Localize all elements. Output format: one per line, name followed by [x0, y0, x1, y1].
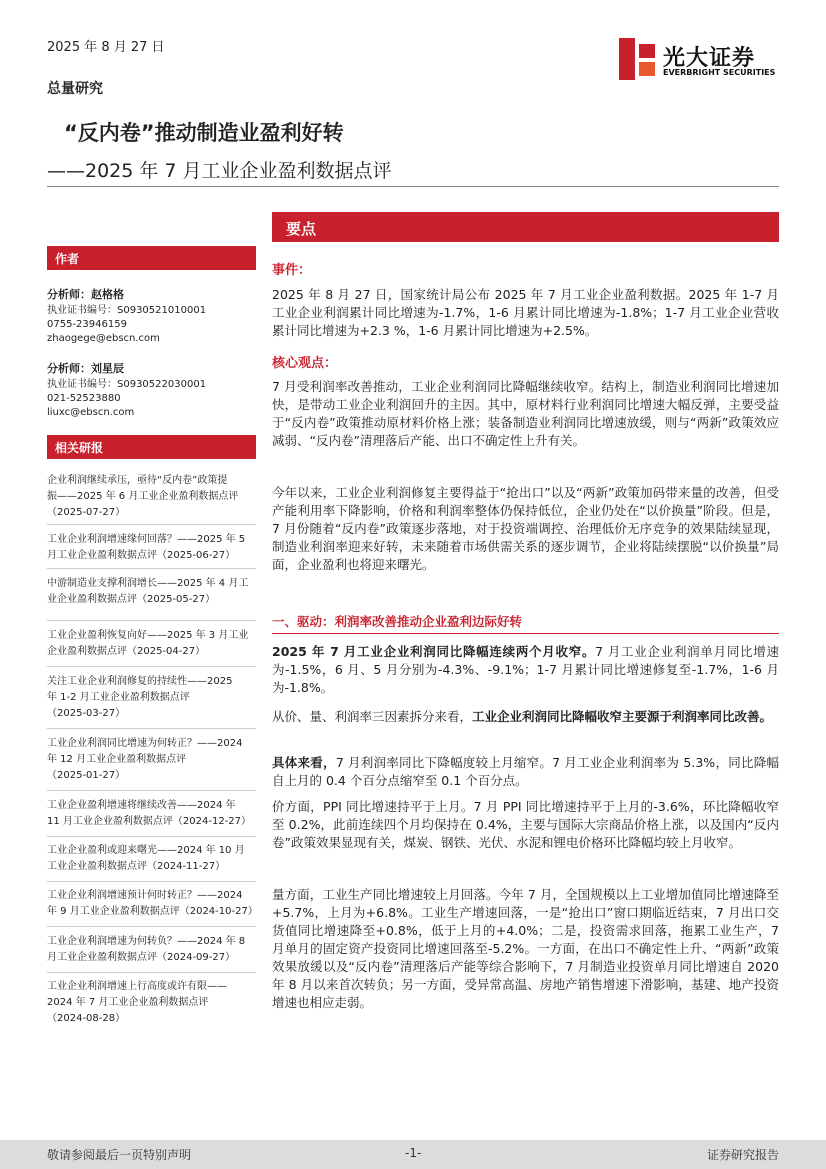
related-report-item[interactable]: 企业利润继续承压，亟待“反内卷”政策提 振——2025 年 6 月工业企业盈利数据点评 （2025-07-27） [47, 475, 239, 518]
section-1-paragraph-1: 2025 年 7 月工业企业利润同比降幅连续两个月收窄。7 月工业企业利润单月同比增速为-1.5%，6 月、5 月分别为-4.3%、-9.1%；1-7 月累计同比增速修复至-1.7%，1-6 月为-1.8%。 [272, 644, 779, 695]
analyst-name: 分析师：赵格格 [47, 288, 124, 301]
related-divider [47, 836, 256, 837]
related-report-item[interactable]: 工业企业利润增速缘何回落？——2025 年 5 月工业企业盈利数据点评（2025-06-27） [47, 534, 246, 561]
analyst-cert: 执业证书编号：S0930521010001 [47, 305, 207, 316]
report-category: 总量研究 [47, 81, 103, 97]
report-subtitle: ——2025 年 7 月工业企业盈利数据点评 [47, 160, 392, 182]
analyst-block [47, 288, 256, 346]
related-header [47, 435, 256, 459]
header-divider [47, 186, 779, 187]
everbright-logo-icon [617, 38, 657, 80]
related-report-item[interactable]: 工业企业利润增速为何转负？——2024 年 8 月工业企业盈利数据点评（2024-09-27） [47, 936, 246, 963]
author-title: 作者 [55, 252, 80, 266]
related-report-item[interactable]: 工业企业利润同比增速为何转正？——2024 年 12 月工业企业盈利数据点评 （2025-01-27） [47, 738, 243, 781]
page-number: -1- [405, 1146, 422, 1160]
related-report-item[interactable]: 中游制造业支撑利润增长——2025 年 4 月工 业企业盈利数据点评（2025-05-27） [47, 578, 249, 605]
keypoints-header [272, 212, 779, 242]
related-divider [47, 666, 256, 667]
event-text: 2025 年 8 月 27 日，国家统计局公布 2025 年 7 月工业企业盈利数据。2025 年 1-7 月工业企业利润累计同比增速为-1.7%，1-6 月累计同比增速为-1.8%；1-7 月工业企业营收累计同比增速为+2.3 %，1-6 月累计同比增速为+2.5%。 [272, 287, 779, 338]
section-1-paragraph-4: 价方面，PPI 同比增速持平于上月。7 月 PPI 同比增速持平于上月的-3.6%，环比降幅收窄至 0.2%，此前连续四个月均保持在 0.4%，主要与国际大宗商品价格上涨，以及国内“反内卷”政策效果显现有关，煤炭、钢铁、光伏、水泥和锂电价格环比降幅均较上月收窄。 [272, 799, 779, 850]
analyst-email[interactable]: zhaogege@ebscn.com [47, 333, 160, 344]
section-1-title: 一、驱动：利润率改善推动企业盈利边际好转 [272, 614, 523, 629]
section-1-heading [272, 608, 779, 632]
event-label: 事件： [272, 263, 312, 278]
section-1-paragraph-3: 具体来看，7 月利润率同比下降幅度较上月缩窄。7 月工业企业利润率为 5.3%，同比降幅自上月的 0.4 个百分点缩窄至 0.1 个百分点。 [272, 755, 779, 788]
related-report-item[interactable]: 工业企业盈利增速将继续改善——2024 年 11 月工业企业盈利数据点评（2024-12-27） [47, 800, 252, 827]
analyst-cert: 执业证书编号：S0930522030001 [47, 379, 207, 390]
related-divider [47, 881, 256, 882]
analyst-phone: 0755-23946159 [47, 319, 127, 330]
related-divider [47, 790, 256, 791]
logo-text-cn: 光大证券 [663, 46, 756, 71]
related-title: 相关研报 [55, 441, 104, 455]
section-1-paragraph-2: 从价、量、利润率三因素拆分来看，工业企业利润同比降幅收窄主要源于利润率同比改善。 [272, 709, 773, 724]
related-report-item[interactable]: 工业企业利润增速上行高度或许有限—— 2024 年 7 月工业企业盈利数据点评 （2024-08-28） [47, 981, 227, 1024]
analyst-block [47, 362, 256, 420]
related-divider [47, 524, 256, 525]
logo-text-en: EVERBRIGHT SECURITIES [663, 68, 776, 77]
core-view-label: 核心观点： [272, 356, 338, 371]
report-date: 2025 年 8 月 27 日 [47, 40, 165, 55]
author-header [47, 246, 256, 270]
keypoints-label: 要点 [286, 220, 317, 238]
related-divider [47, 620, 256, 621]
related-divider [47, 568, 256, 569]
related-divider [47, 972, 256, 973]
section-1-underline [272, 633, 779, 634]
related-report-item[interactable]: 工业企业盈利恢复向好——2025 年 3 月工业 企业盈利数据点评（2025-04-27） [47, 630, 249, 657]
disclaimer-link[interactable]: 敬请参阅最后一页特别声明 [47, 1148, 192, 1162]
analyst-name: 分析师：刘星辰 [47, 362, 124, 375]
core-view-paragraph-1: 7 月受利润率改善推动，工业企业利润同比降幅继续收窄。结构上，制造业利润同比增速加快，是带动工业企业利润回升的主因。其中，原材料行业利润同比增速大幅反弹，主要受益于“反内卷”政策推动原材料价格上涨；装备制造业利润同比增速放缓，则与“两新”政策效应减弱、“反内卷”清理落后产能、出口不确定性上升有关。 [272, 379, 779, 448]
report-title: “反内卷”推动制造业盈利好转 [64, 121, 344, 145]
related-report-item[interactable]: 工业企业盈利或迎来曙光——2024 年 10 月 工业企业盈利数据点评（2024-11-27） [47, 845, 245, 872]
page-footer [0, 1140, 826, 1169]
footer-label: 证券研究报告 [707, 1148, 780, 1162]
core-view-paragraph-2: 今年以来，工业企业利润修复主要得益于“抢出口”以及“两新”政策加码带来量的改善，但受产能利用率下降影响，价格和利润率整体仍保持低位，企业仍处在“以价换量”阶段。但是，7 月份随着“反内卷”政策逐步落地，对于投资端调控、治理低价无序竞争的效果陆续显现，制造业利润率迎来好转，未来随着市场供需关系的逐步调节，企业将陆续摆脱“以价换量”局面，企业盈利也将迎来曙光。 [272, 485, 779, 572]
section-1-paragraph-5: 量方面，工业生产同比增速较上月回落。今年 7 月，全国规模以上工业增加值同比增速降至+5.7%，上月为+6.8%。工业生产增速回落，一是“抢出口”窗口期临近结束，7 月出口交货值同比增速降至+0.8%，低于上月的+4.0%；二是，投资需求回落，拖累工业生产，7 月单月的固定资产投资同比增速回落至-5.2%。一方面，在出口不确定性上升、“两新”政策效果放缓以及“反内卷”清理落后产能等综合影响下，7 月制造业投资单月同比增速自 2020 年 8 月以来首次转负；另一方面，受异常高温、房地产销售增速下滑影响，基建、地产投资增速也相应走弱。 [272, 887, 779, 1010]
related-report-item[interactable]: 关注工业企业利润修复的持续性——2025 年 1-2 月工业企业盈利数据点评 （2025-03-27） [47, 676, 233, 719]
related-divider [47, 728, 256, 729]
analyst-email[interactable]: liuxc@ebscn.com [47, 407, 135, 418]
related-divider [47, 926, 256, 927]
related-report-item[interactable]: 工业企业利润增速预计何时转正？——2024 年 9 月工业企业盈利数据点评（2024-10-27） [47, 890, 258, 917]
analyst-phone: 021-52523880 [47, 393, 121, 404]
